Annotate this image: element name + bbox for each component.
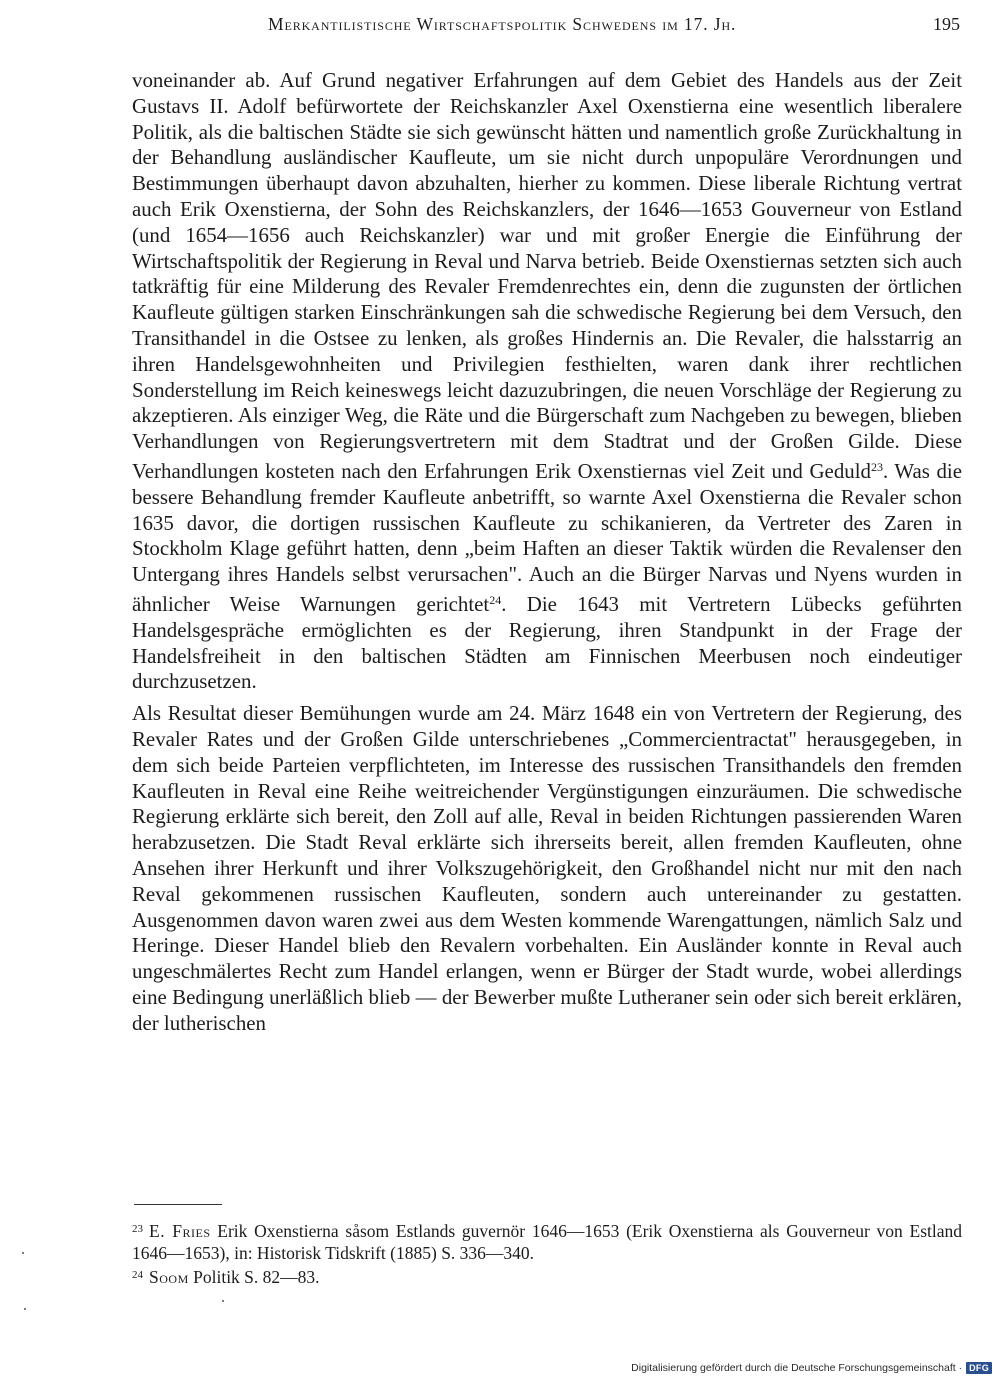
scan-speck [222, 1300, 224, 1302]
footnote-author: E. Fries [149, 1221, 211, 1241]
digitization-credit [631, 1362, 992, 1374]
footnote-mark: 24 [132, 1269, 143, 1281]
credit-text: Digitalisierung gefördert durch die Deutsche Forschungsgemeinschaft · [631, 1362, 963, 1374]
paragraph-2: Als Resultat dieser Bemühungen wurde am 24. März 1648 ein von Vertretern der Regierung, des Revaler Rates und der Großen Gilde unterschriebenes „Commercientractat" herausgegeben, in dem sich beide Parteien verpflichteten, im Interesse des russischen Transithandels den fremden Kaufleuten in Reval eine Reihe weitreichender Vergünstigungen einzuräumen. Die schwedische Regierung erklärte sich bereit, den Zoll auf alle, Reval in beiden Richtungen passierenden Waren herabzusetzen. Die Stadt Reval erklärte sich ihrerseits bereit, allen fremden Kaufleuten, ohne Ansehen ihrer Herkunft und ihrer Volkszugehörigkeit, den Großhandel nicht nur mit den nach Reval gekommenen russischen Kaufleuten, sondern auch untereinander zu gestatten. Ausgenommen davon waren zwei aus dem Westen kommende Warengattungen, nämlich Salz und Heringe. Dieser Handel blieb den Revalern vorbehalten. Ein Ausländer konnte in Reval auch ungeschmälertes Recht zum Handel erlangen, wenn er Bürger der Stadt wurde, wobei allerdings eine Bedingung unerläßlich blieb — der Bewerber mußte Lutheraner sein oder sich bereit erklären, der lutherischen [132, 701, 962, 1035]
scan-speck [24, 1308, 26, 1310]
footnote-ref-24: 24 [489, 592, 502, 607]
paragraph-1-text-a: voneinander ab. Auf Grund negativer Erfahrungen auf dem Gebiet des Handels aus der Zeit Gustavs II. Adolf befürwortete der Reichskanzler Axel Oxenstierna eine wesentlich liberalere Politik, als die baltischen Städte sie sich gewünscht hätten und namentlich große Zurückhaltung in der Behandlung ausländischer Kaufleute, um sie nicht durch unpopuläre Verordnungen und Bestimmungen überhaupt davon abzuhalten, hierher zu kommen. Diese liberale Richtung vertrat auch Erik Oxenstierna, der Sohn des Reichskanzlers, der 1646—1653 Gouverneur von Estland (und 1654—1656 auch Reichskanzler) war und mit großer Energie die Einführung der Wirtschaftspolitik der Regierung in Reval und Narva betrieb. Beide Oxenstiernas setzten sich auch tatkräftig für eine Milderung des Revaler Fremdenrechtes ein, denn die zugunsten der örtlichen Kaufleute gültigen starken Einschränkungen sah die schwedische Regierung bei dem Versuch, den Transithandel in die Ostsee zu lenken, als großes Hindernis an. Die Revaler, die halsstarrig an ihren Handelsgewohnheiten und Privilegien festhielten, waren dank ihrer rechtlichen Sonderstellung im Reich keineswegs leicht dazuzubringen, die neuen Vorschläge der Regierung zu akzeptieren. Als einziger Weg, die Räte und die Bürgerschaft zum Nachgeben zu bewegen, blieben Verhandlungen von Regierungsvertretern mit dem Stadtrat und der Großen Gilde. Diese Verhandlungen kosteten nach den Erfahrungen Erik Oxenstiernas viel Zeit und Geduld [132, 68, 962, 483]
footnotes [132, 1218, 962, 1288]
dfg-logo-icon: DFG [966, 1362, 992, 1374]
footnote-author: Soom [149, 1267, 189, 1287]
running-head [132, 14, 962, 44]
body-text [132, 68, 962, 1036]
footnote-24 [132, 1264, 962, 1288]
footnote-text: Politik S. 82—83. [188, 1267, 320, 1287]
footnote-divider [134, 1204, 222, 1205]
footnote-text: Erik Oxenstierna såsom Estlands guvernör 1646—1653 (Erik Oxenstierna als Gouverneur von Estland 1646—1653), in: Historisk Tidskrift (1885) S. 336—340. [132, 1221, 962, 1263]
paragraph-1-text-b: . Was die bessere Behandlung fremder Kaufleute anbetrifft, so warnte Axel Oxenstierna die Revaler schon 1635 davor, die dortigen russischen Kaufleute zu schikanieren, da Vertreter des Zaren in Stockholm Klage geführt hatten, denn „beim Haften an dieser Taktik würden die Revalenser den Untergang ihres Handels selbst verursachen". Auch an die Bürger Narvas und Nyens wurden in ähnlicher Weise Warnungen gerichtet [132, 458, 962, 616]
footnote-23 [132, 1218, 962, 1264]
paragraph-1 [132, 68, 962, 695]
footnote-ref-23: 23 [870, 459, 883, 474]
scan-speck [22, 1252, 24, 1254]
paragraph-1-text-c: . Die 1643 mit Vertretern Lübecks geführten Handelsgespräche ermöglichten es der Regierung, ihren Standpunkt in der Frage der Handelsfreiheit in den baltischen Städten am Finnischen Meerbusen noch eindeutiger durchzusetzen. [132, 591, 962, 694]
running-title: Merkantilistische Wirtschaftspolitik Schwedens im 17. Jh. [268, 14, 737, 34]
page-number: 195 [933, 14, 960, 34]
footnote-mark: 23 [132, 1223, 143, 1235]
